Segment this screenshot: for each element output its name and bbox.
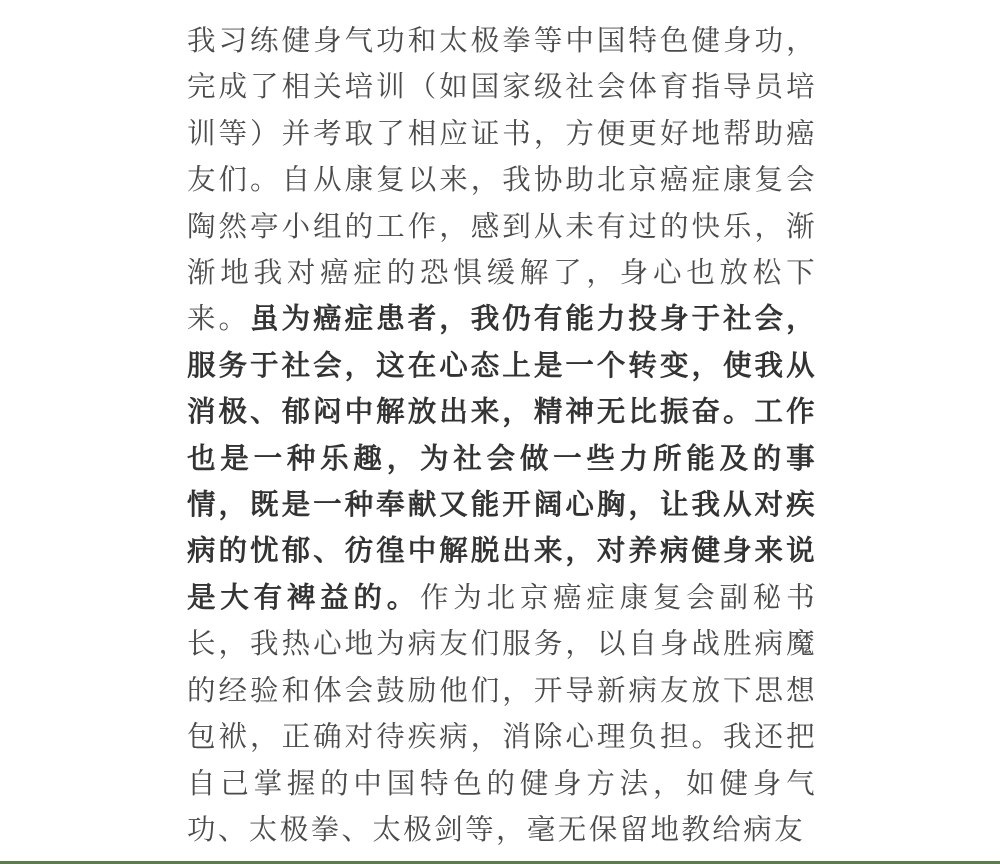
paragraph-text-intro: 我习练健身气功和太极拳等中国特色健身功，完成了相关培训（如国家级社会体育指导员培训等）并考取了相应证书，方便更好地帮助癌友们。自从康复以来，我协助北京癌症康复会陶然亭小组的工作，感到从未有过的快乐，渐渐地我对癌症的恐惧缓解了，身心也放松下来。 [187, 24, 817, 336]
article-paragraph [187, 18, 817, 853]
paragraph-text-continued: 作为北京癌症康复会副秘书长，我热心地为病友们服务，以自身战胜病魔的经验和体会鼓励他们，开导新病友放下思想包袱，正确对待疾病，消除心理负担。我还把自己掌握的中国特色的健身方法，如健身气功、太极拳、太极剑等，毫无保留地教给病友 [187, 580, 817, 846]
paragraph-text-bold: 虽为癌症患者，我仍有能力投身于社会，服务于社会，这在心态上是一个转变，使我从消极、郁闷中解放出来，精神无比振奋。工作也是一种乐趣，为社会做一些力所能及的事情，既是一种奉献又能开阔心胸，让我从对疾病的忧郁、彷徨中解脱出来，对养病健身来说是大有裨益的。 [187, 302, 817, 614]
